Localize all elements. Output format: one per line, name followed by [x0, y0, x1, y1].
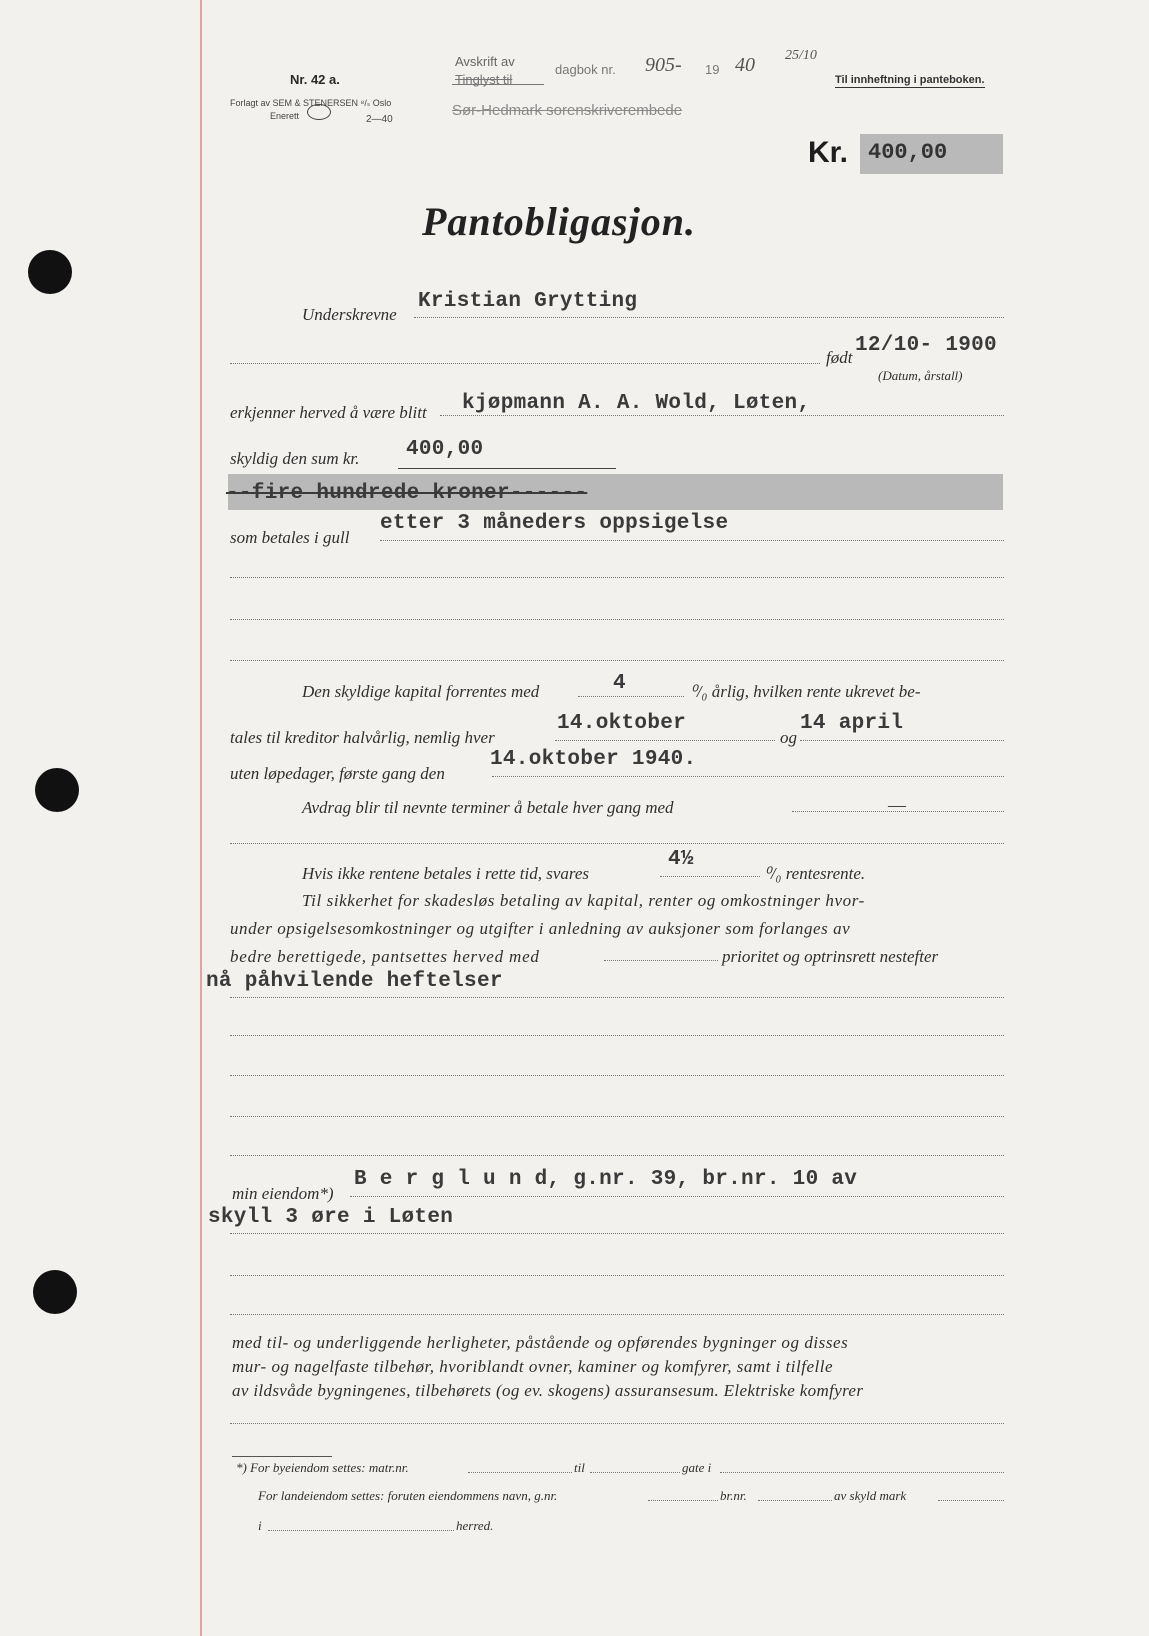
priority-value: nå påhvilende heftelser — [206, 970, 503, 993]
acknowledge-line — [440, 415, 1004, 416]
publisher-edition: 2—40 — [366, 114, 393, 125]
footnote-a-line3 — [720, 1472, 1004, 1473]
binder-hole-top — [28, 250, 72, 294]
security-line-3a: bedre berettigede, pantsettes herved med — [230, 947, 540, 966]
born-value: 12/10- 1900 — [855, 334, 997, 357]
blank-line-7 — [230, 1116, 1004, 1117]
priority-line — [230, 997, 1004, 998]
born-label: født — [826, 348, 853, 367]
kr-amount: 400,00 — [868, 140, 948, 165]
penalty-label: Hvis ikke rentene betales i rette tid, svares — [302, 864, 590, 883]
margin-line — [200, 0, 202, 1636]
paid-og: og — [780, 728, 797, 747]
first-label: uten løpedager, første gang den — [230, 764, 445, 783]
header-date: 25/10 — [785, 48, 817, 63]
binder-hole-bottom — [33, 1270, 77, 1314]
footnote-c2: herred. — [456, 1518, 494, 1533]
appurt-line-1: med til- og underliggende herligheter, påstående og opførendes bygninger og disses — [232, 1333, 849, 1352]
footnote-b-line2 — [758, 1500, 832, 1501]
born-hint: (Datum, årstall) — [878, 368, 963, 383]
interest-rest: ⁰/₀ årlig, hvilken rente ukrevet be- — [690, 682, 921, 701]
publisher-logo-icon — [307, 104, 331, 120]
top-right-note: Til innheftning i panteboken. — [835, 74, 985, 86]
footnote-b1: For landeiendom settes: foruten eiendommens navn, g.nr. — [258, 1488, 558, 1503]
acknowledge-label: erkjenner herved å være blitt — [230, 403, 427, 422]
paid-line-1 — [555, 740, 775, 741]
blank-line-11 — [230, 1423, 1004, 1424]
property-line-2 — [230, 1233, 1004, 1234]
footnote-b-line1 — [648, 1500, 718, 1501]
header-stamp: Sør-Hedmark sorenskriverembede — [452, 102, 683, 119]
footnote-c-line — [268, 1530, 454, 1531]
footnote-b3: av skyld mark — [834, 1488, 907, 1503]
undersign-label: Underskrevne — [302, 305, 397, 324]
owe-line — [398, 468, 616, 469]
pay-line — [380, 540, 1004, 541]
blank-line-9 — [230, 1275, 1004, 1276]
first-value: 14.oktober 1940. — [490, 748, 697, 771]
paid-value-2: 14 april — [800, 712, 904, 735]
publisher-enerett: Enerett — [270, 111, 300, 121]
security-line-2: under opsigelsesomkostninger og utgifter i anledning av auksjoner som forlanges av — [230, 919, 851, 938]
footnote-b2: br.nr. — [720, 1488, 747, 1503]
blank-line-4 — [230, 843, 1004, 844]
security-priority-line — [604, 960, 718, 961]
interest-line — [578, 696, 684, 697]
acknowledge-value: kjøpmann A. A. Wold, Løten, — [462, 392, 811, 415]
security-line-1: Til sikkerhet for skadesløs betaling av kapital, renter og omkostninger hvor- — [302, 891, 865, 910]
paid-line-2 — [800, 740, 1004, 741]
blank-line-2 — [230, 619, 1004, 620]
installments-label: Avdrag blir til nevnte terminer å betale hver gang med — [302, 798, 674, 817]
footnote-a-line1 — [468, 1472, 572, 1473]
pay-label: som betales i gull — [230, 528, 350, 547]
blank-line-1 — [230, 577, 1004, 578]
undersign-line — [414, 317, 1004, 318]
undersign-value: Kristian Grytting — [418, 290, 638, 313]
property-value-1: B e r g l u n d, g.nr. 39, br.nr. 10 av — [354, 1168, 858, 1191]
footnote-a-line2 — [590, 1472, 680, 1473]
header-stamp-underline — [452, 84, 544, 85]
footnote-rule — [232, 1456, 332, 1457]
penalty-value: 4½ — [668, 848, 694, 871]
footnote-c1: i — [258, 1518, 262, 1533]
born-line — [230, 363, 820, 364]
blank-line-10 — [230, 1314, 1004, 1315]
property-label: min eiendom*) — [232, 1184, 334, 1203]
appurt-line-2: mur- og nagelfaste tilbehør, hvoriblandt ovner, kaminer og komfyrer, samt i tilfelle — [232, 1357, 834, 1376]
header-dagbok: dagbok nr. — [555, 62, 616, 77]
interest-label: Den skyldige kapital forrentes med — [302, 682, 540, 701]
kr-label: Kr. — [808, 136, 849, 169]
header-dagbok-number: 905- — [645, 54, 682, 76]
penalty-rest: ⁰/₀ rentesrente. — [764, 864, 866, 883]
blank-line-6 — [230, 1075, 1004, 1076]
footnote-a3: gate i — [682, 1460, 712, 1475]
appurt-line-3: av ildsvåde bygningenes, tilbehørets (og ev. skogens) assuransesum. Elektriske komfyrer — [232, 1381, 864, 1400]
paid-value-1: 14.oktober — [557, 712, 687, 735]
header-year: 40 — [735, 54, 755, 76]
header-year-prefix: 19 — [705, 62, 720, 77]
header-tinglyst: Tinglyst til — [455, 72, 513, 87]
header-avskrift: Avskrift av — [455, 54, 515, 69]
property-line — [350, 1196, 1004, 1197]
footnote-a2: til — [574, 1460, 585, 1475]
penalty-line — [660, 876, 760, 877]
footnote-b-line3 — [938, 1500, 1004, 1501]
form-number: Nr. 42 a. — [290, 72, 340, 87]
document-title: Pantobligasjon. — [422, 199, 696, 244]
property-value-2: skyll 3 øre i Løten — [208, 1206, 454, 1229]
pay-value: etter 3 måneders oppsigelse — [380, 512, 729, 535]
binder-hole-middle — [35, 768, 79, 812]
installments-value: — — [888, 795, 906, 815]
owe-value: 400,00 — [406, 438, 484, 461]
interest-value: 4 — [613, 672, 626, 695]
security-line-3b: prioritet og optrinsrett nestefter — [722, 947, 939, 966]
first-line — [492, 776, 1004, 777]
footnote-a1: *) For byeiendom settes: matr.nr. — [236, 1460, 409, 1475]
blank-line-3 — [230, 660, 1004, 661]
amount-words: --fire hundrede kroner------ — [226, 482, 588, 505]
owe-label: skyldig den sum kr. — [230, 449, 360, 468]
publisher-line: Forlagt av SEM & STENERSEN ⁸/ₛ Oslo — [230, 98, 392, 108]
paid-label: tales til kreditor halvårlig, nemlig hver — [230, 728, 495, 747]
blank-line-8 — [230, 1155, 1004, 1156]
blank-line-5 — [230, 1035, 1004, 1036]
